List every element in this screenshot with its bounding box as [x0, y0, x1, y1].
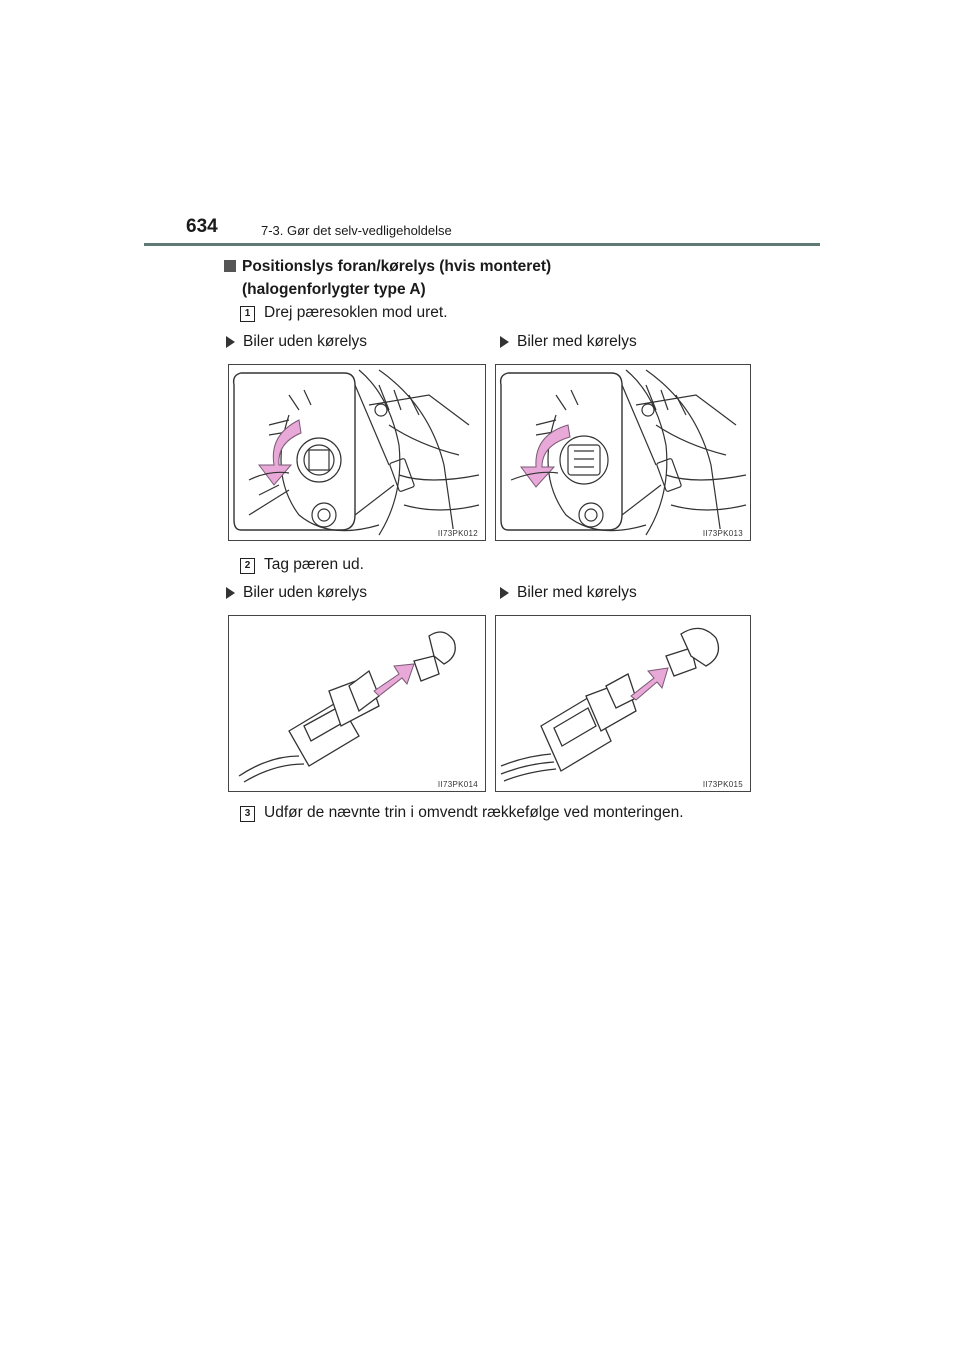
- figure-code: II73PK014: [437, 780, 478, 789]
- figure-bulb-without-drl: [228, 615, 486, 792]
- bulb-removal-illustration: [229, 616, 485, 791]
- section-title: 7-3. Gør det selv-vedligeholdelse: [261, 223, 452, 238]
- insert-arrow-icon: [631, 668, 668, 700]
- figure-code: II73PK012: [437, 529, 478, 538]
- variant-label-without: Biler uden kørelys: [226, 584, 367, 602]
- figure-socket-without-drl: [228, 364, 486, 541]
- triangle-bullet-icon: [226, 336, 235, 348]
- bulb-removal-illustration: [496, 616, 750, 791]
- variant-label-with: Biler med kørelys: [500, 333, 637, 351]
- page-number: 634: [186, 216, 218, 237]
- rotate-arrow-icon: [259, 420, 301, 485]
- variant-label-with: Biler med kørelys: [500, 584, 637, 602]
- square-bullet-icon: [224, 260, 236, 272]
- headlight-socket-illustration: [496, 365, 750, 540]
- headlight-socket-illustration: [229, 365, 485, 540]
- figure-code: II73PK015: [702, 780, 743, 789]
- heading-line-2: (halogenforlygter type A): [242, 281, 426, 298]
- step-number: 2: [240, 558, 255, 574]
- step-text: Drej pæresoklen mod uret.: [264, 304, 448, 321]
- section-heading: [224, 255, 551, 301]
- step-number: 1: [240, 306, 255, 322]
- step-1: [240, 304, 448, 322]
- triangle-bullet-icon: [226, 587, 235, 599]
- heading-line-1: Positionslys foran/kørelys (hvis monteret): [242, 258, 552, 275]
- insert-arrow-icon: [374, 664, 414, 696]
- figure-socket-with-drl: [495, 364, 751, 541]
- triangle-bullet-icon: [500, 336, 509, 348]
- figure-bulb-with-drl: [495, 615, 751, 792]
- step-text: Tag pæren ud.: [264, 556, 364, 573]
- triangle-bullet-icon: [500, 587, 509, 599]
- header-rule: [144, 243, 820, 246]
- step-3: [240, 804, 684, 822]
- rotate-arrow-icon: [521, 425, 570, 487]
- step-2: [240, 556, 364, 574]
- variant-label-without: Biler uden kørelys: [226, 333, 367, 351]
- step-number: 3: [240, 806, 255, 822]
- figure-code: II73PK013: [702, 529, 743, 538]
- step-text: Udfør de nævnte trin i omvendt rækkefølge ved monteringen.: [264, 804, 684, 821]
